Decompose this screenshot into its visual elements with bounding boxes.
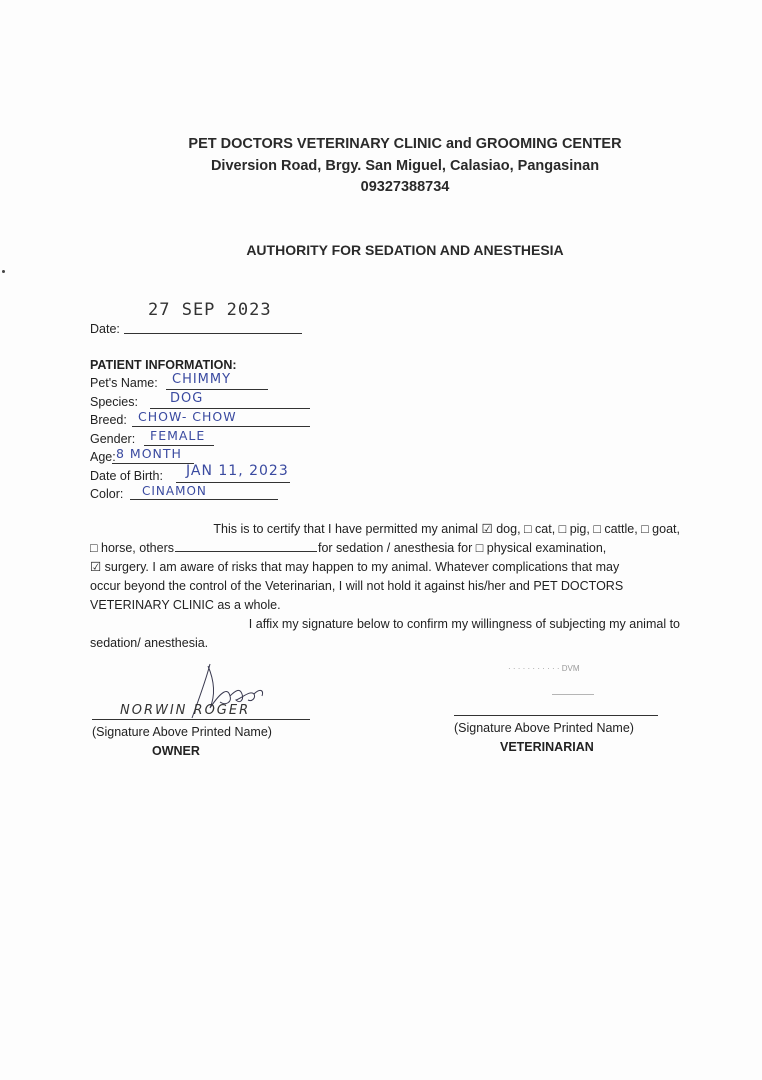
vet-signature-line xyxy=(454,715,658,716)
vet-signature-caption: (Signature Above Printed Name) xyxy=(454,721,634,735)
age-label: Age: xyxy=(90,450,116,464)
gender-label: Gender: xyxy=(90,432,136,446)
date-stamp: 27 SEP 2023 xyxy=(148,300,272,320)
owner-signature-caption: (Signature Above Printed Name) xyxy=(92,725,272,739)
owner-role: OWNER xyxy=(152,744,200,758)
breed-line xyxy=(132,426,310,427)
vet-faint-stroke xyxy=(552,694,594,695)
owner-printed-name: NORWIN ROGER xyxy=(120,703,251,718)
dob-label: Date of Birth: xyxy=(90,469,163,483)
breed-label: Breed: xyxy=(90,413,127,427)
consent-paragraph xyxy=(90,520,680,653)
others-blank xyxy=(175,539,317,552)
dob-line xyxy=(176,482,290,483)
clinic-address: Diversion Road, Brgy. San Miguel, Calasiao, Pangasinan xyxy=(210,158,600,174)
species-label: Species: xyxy=(90,395,138,409)
date-line xyxy=(124,333,302,334)
pet-name-label: Pet's Name: xyxy=(90,376,158,390)
date-label: Date: xyxy=(90,322,120,336)
age-line xyxy=(112,463,194,464)
consent-line-4: occur beyond the control of the Veterinarian, I will not hold it against his/her and PET DOCTORS xyxy=(90,579,624,593)
patient-info-title: PATIENT INFORMATION: xyxy=(90,358,237,372)
consent-line-6: I affix my signature below to confirm my willingness of subjecting my animal to xyxy=(248,617,680,631)
document-title: AUTHORITY FOR SEDATION AND ANESTHESIA xyxy=(246,242,564,258)
color-line xyxy=(130,499,278,500)
consent-line-7: sedation/ anesthesia. xyxy=(90,636,209,650)
owner-signature-line xyxy=(92,719,310,720)
pet-name-value: CHIMMY xyxy=(172,372,232,387)
color-value: CINAMON xyxy=(142,484,207,498)
breed-value: CHOW- CHOW xyxy=(138,409,237,424)
dob-value: JAN 11, 2023 xyxy=(186,463,289,479)
clinic-phone: 09327388734 xyxy=(360,179,450,195)
color-label: Color: xyxy=(90,487,124,501)
clinic-name: PET DOCTORS VETERINARY CLINIC and GROOMING CENTER xyxy=(188,136,622,152)
gender-value: FEMALE xyxy=(150,428,206,443)
consent-line-2: □ horse, others for sedation / anesthesia for □ physical examination, xyxy=(90,541,607,555)
consent-line-3: ☑ surgery. I am aware of risks that may happen to my animal. Whatever complications that may xyxy=(90,560,620,574)
consent-line-5: VETERINARY CLINIC as a whole. xyxy=(90,598,281,612)
vet-role: VETERINARIAN xyxy=(500,740,594,754)
vet-faint-text: · · · · · · · · · · · DVM xyxy=(508,664,580,673)
pet-name-line xyxy=(166,389,268,390)
age-value: 8 MONTH xyxy=(116,446,182,461)
species-value: DOG xyxy=(170,391,204,406)
scan-speck xyxy=(2,270,5,273)
consent-line-1: This is to certify that I have permitted my animal ☑ dog, □ cat, □ pig, □ cattle, □ goat, xyxy=(213,522,680,536)
